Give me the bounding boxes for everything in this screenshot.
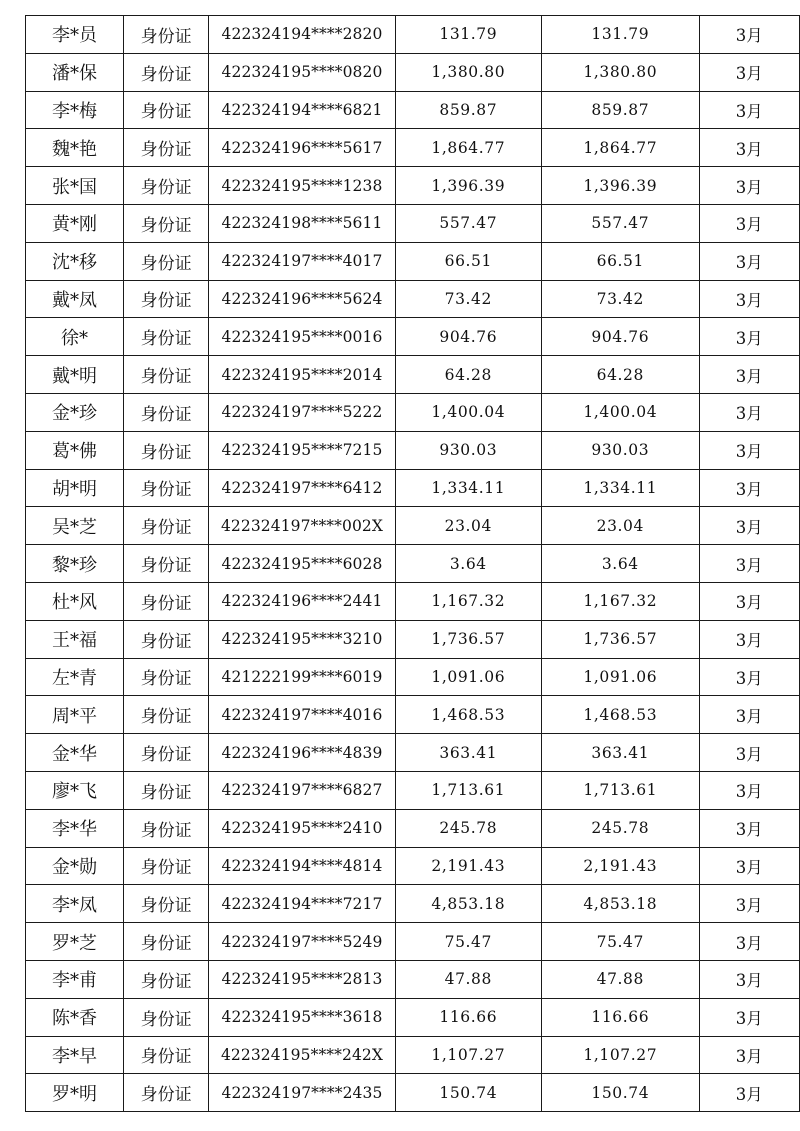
id-number-cell: 422324197****6412 [209,469,395,507]
month-cell: 3月 [699,545,799,583]
id-number-cell: 422324194****7217 [209,885,395,923]
amount-paid-cell: 73.42 [542,280,700,318]
name-cell: 罗*芝 [26,923,124,961]
name-cell: 葛*佛 [26,431,124,469]
amount-cell: 1,091.06 [395,658,541,696]
id-number-cell: 422324197****002X [209,507,395,545]
name-cell: 潘*保 [26,53,124,91]
name-cell: 李*员 [26,16,124,54]
amount-cell: 2,191.43 [395,847,541,885]
id-type-cell: 身份证 [123,545,208,583]
id-number-cell: 422324194****6821 [209,91,395,129]
amount-paid-cell: 131.79 [542,16,700,54]
month-cell: 3月 [699,431,799,469]
name-cell: 李*早 [26,1036,124,1074]
amount-paid-cell: 1,380.80 [542,53,700,91]
id-type-cell: 身份证 [123,620,208,658]
name-cell: 戴*凤 [26,280,124,318]
amount-cell: 150.74 [395,1074,541,1112]
amount-paid-cell: 904.76 [542,318,700,356]
amount-paid-cell: 859.87 [542,91,700,129]
id-number-cell: 422324195****2014 [209,356,395,394]
name-cell: 陈*香 [26,998,124,1036]
amount-paid-cell: 557.47 [542,204,700,242]
name-cell: 左*青 [26,658,124,696]
amount-paid-cell: 363.41 [542,734,700,772]
name-cell: 魏*艳 [26,129,124,167]
amount-paid-cell: 150.74 [542,1074,700,1112]
name-cell: 周*平 [26,696,124,734]
month-cell: 3月 [699,998,799,1036]
id-number-cell: 422324195****2410 [209,809,395,847]
table-row [26,280,800,318]
month-cell: 3月 [699,1074,799,1112]
amount-cell: 4,853.18 [395,885,541,923]
month-cell: 3月 [699,960,799,998]
amount-cell: 75.47 [395,923,541,961]
amount-paid-cell: 1,396.39 [542,167,700,205]
month-cell: 3月 [699,885,799,923]
amount-cell: 1,736.57 [395,620,541,658]
id-type-cell: 身份证 [123,204,208,242]
month-cell: 3月 [699,393,799,431]
amount-paid-cell: 64.28 [542,356,700,394]
amount-cell: 47.88 [395,960,541,998]
id-type-cell: 身份证 [123,658,208,696]
table-row [26,696,800,734]
month-cell: 3月 [699,167,799,205]
table-row [26,129,800,167]
amount-cell: 930.03 [395,431,541,469]
id-type-cell: 身份证 [123,734,208,772]
month-cell: 3月 [699,318,799,356]
amount-cell: 1,713.61 [395,771,541,809]
id-type-cell: 身份证 [123,129,208,167]
name-cell: 李*凤 [26,885,124,923]
table-row [26,16,800,54]
id-number-cell: 422324195****242X [209,1036,395,1074]
month-cell: 3月 [699,91,799,129]
table-row [26,53,800,91]
name-cell: 罗*明 [26,1074,124,1112]
name-cell: 戴*明 [26,356,124,394]
id-type-cell: 身份证 [123,582,208,620]
id-number-cell: 422324195****0016 [209,318,395,356]
month-cell: 3月 [699,507,799,545]
table-row [26,356,800,394]
amount-paid-cell: 75.47 [542,923,700,961]
table-row [26,923,800,961]
id-number-cell: 422324196****5624 [209,280,395,318]
amount-paid-cell: 1,713.61 [542,771,700,809]
id-number-cell: 422324198****5611 [209,204,395,242]
month-cell: 3月 [699,582,799,620]
amount-paid-cell: 1,400.04 [542,393,700,431]
table-row [26,582,800,620]
month-cell: 3月 [699,280,799,318]
table-row [26,1074,800,1112]
table-row [26,620,800,658]
table-row [26,885,800,923]
amount-cell: 23.04 [395,507,541,545]
name-cell: 杜*风 [26,582,124,620]
table-row [26,204,800,242]
id-number-cell: 422324195****6028 [209,545,395,583]
id-type-cell: 身份证 [123,847,208,885]
month-cell: 3月 [699,356,799,394]
table-row [26,960,800,998]
name-cell: 金*华 [26,734,124,772]
amount-cell: 904.76 [395,318,541,356]
amount-cell: 64.28 [395,356,541,394]
id-type-cell: 身份证 [123,923,208,961]
table-row [26,658,800,696]
subsidy-table [25,15,800,1112]
month-cell: 3月 [699,16,799,54]
id-number-cell: 422324195****2813 [209,960,395,998]
amount-paid-cell: 1,864.77 [542,129,700,167]
id-type-cell: 身份证 [123,1036,208,1074]
amount-paid-cell: 1,736.57 [542,620,700,658]
id-number-cell: 422324195****3210 [209,620,395,658]
amount-paid-cell: 1,107.27 [542,1036,700,1074]
table-row [26,431,800,469]
id-type-cell: 身份证 [123,507,208,545]
name-cell: 黄*刚 [26,204,124,242]
amount-cell: 1,167.32 [395,582,541,620]
name-cell: 沈*移 [26,242,124,280]
month-cell: 3月 [699,809,799,847]
id-type-cell: 身份证 [123,242,208,280]
amount-cell: 3.64 [395,545,541,583]
id-number-cell: 422324195****7215 [209,431,395,469]
amount-cell: 1,468.53 [395,696,541,734]
amount-paid-cell: 116.66 [542,998,700,1036]
id-type-cell: 身份证 [123,356,208,394]
table-row [26,242,800,280]
id-type-cell: 身份证 [123,960,208,998]
amount-cell: 131.79 [395,16,541,54]
amount-paid-cell: 3.64 [542,545,700,583]
amount-paid-cell: 245.78 [542,809,700,847]
id-number-cell: 422324195****3618 [209,998,395,1036]
amount-cell: 66.51 [395,242,541,280]
id-type-cell: 身份证 [123,998,208,1036]
table-row [26,1036,800,1074]
amount-paid-cell: 2,191.43 [542,847,700,885]
name-cell: 王*福 [26,620,124,658]
name-cell: 李*梅 [26,91,124,129]
id-number-cell: 422324197****2435 [209,1074,395,1112]
amount-paid-cell: 1,167.32 [542,582,700,620]
table-row [26,545,800,583]
table-row [26,734,800,772]
id-type-cell: 身份证 [123,885,208,923]
month-cell: 3月 [699,847,799,885]
id-type-cell: 身份证 [123,318,208,356]
month-cell: 3月 [699,771,799,809]
id-number-cell: 422324196****5617 [209,129,395,167]
amount-paid-cell: 1,334.11 [542,469,700,507]
table-row [26,847,800,885]
amount-cell: 1,396.39 [395,167,541,205]
id-type-cell: 身份证 [123,431,208,469]
name-cell: 金*勋 [26,847,124,885]
amount-paid-cell: 1,468.53 [542,696,700,734]
id-type-cell: 身份证 [123,696,208,734]
name-cell: 黎*珍 [26,545,124,583]
id-number-cell: 421222199****6019 [209,658,395,696]
table-body [26,16,800,1112]
id-number-cell: 422324197****5222 [209,393,395,431]
amount-cell: 363.41 [395,734,541,772]
name-cell: 李*华 [26,809,124,847]
month-cell: 3月 [699,204,799,242]
month-cell: 3月 [699,1036,799,1074]
table-row [26,91,800,129]
amount-cell: 73.42 [395,280,541,318]
table-row [26,393,800,431]
id-type-cell: 身份证 [123,280,208,318]
id-type-cell: 身份证 [123,809,208,847]
name-cell: 吴*芝 [26,507,124,545]
name-cell: 张*国 [26,167,124,205]
month-cell: 3月 [699,620,799,658]
id-type-cell: 身份证 [123,469,208,507]
id-type-cell: 身份证 [123,393,208,431]
table-row [26,809,800,847]
month-cell: 3月 [699,53,799,91]
amount-paid-cell: 1,091.06 [542,658,700,696]
id-type-cell: 身份证 [123,167,208,205]
amount-paid-cell: 930.03 [542,431,700,469]
table-row [26,167,800,205]
id-type-cell: 身份证 [123,53,208,91]
amount-cell: 1,864.77 [395,129,541,167]
id-type-cell: 身份证 [123,771,208,809]
amount-cell: 1,334.11 [395,469,541,507]
id-number-cell: 422324194****2820 [209,16,395,54]
month-cell: 3月 [699,696,799,734]
month-cell: 3月 [699,734,799,772]
month-cell: 3月 [699,242,799,280]
name-cell: 徐* [26,318,124,356]
amount-cell: 1,400.04 [395,393,541,431]
amount-cell: 1,380.80 [395,53,541,91]
name-cell: 李*甫 [26,960,124,998]
name-cell: 胡*明 [26,469,124,507]
month-cell: 3月 [699,469,799,507]
month-cell: 3月 [699,129,799,167]
name-cell: 廖*飞 [26,771,124,809]
id-number-cell: 422324197****4016 [209,696,395,734]
table-row [26,469,800,507]
id-number-cell: 422324195****0820 [209,53,395,91]
amount-paid-cell: 47.88 [542,960,700,998]
amount-cell: 116.66 [395,998,541,1036]
id-number-cell: 422324195****1238 [209,167,395,205]
table-row [26,507,800,545]
table-row [26,318,800,356]
amount-cell: 245.78 [395,809,541,847]
table-row [26,771,800,809]
month-cell: 3月 [699,923,799,961]
amount-cell: 1,107.27 [395,1036,541,1074]
amount-paid-cell: 4,853.18 [542,885,700,923]
name-cell: 金*珍 [26,393,124,431]
id-number-cell: 422324196****4839 [209,734,395,772]
amount-paid-cell: 66.51 [542,242,700,280]
amount-cell: 859.87 [395,91,541,129]
month-cell: 3月 [699,658,799,696]
amount-paid-cell: 23.04 [542,507,700,545]
id-number-cell: 422324196****2441 [209,582,395,620]
id-type-cell: 身份证 [123,1074,208,1112]
id-number-cell: 422324197****4017 [209,242,395,280]
id-number-cell: 422324194****4814 [209,847,395,885]
id-number-cell: 422324197****6827 [209,771,395,809]
id-type-cell: 身份证 [123,16,208,54]
amount-cell: 557.47 [395,204,541,242]
table-row [26,998,800,1036]
id-number-cell: 422324197****5249 [209,923,395,961]
id-type-cell: 身份证 [123,91,208,129]
